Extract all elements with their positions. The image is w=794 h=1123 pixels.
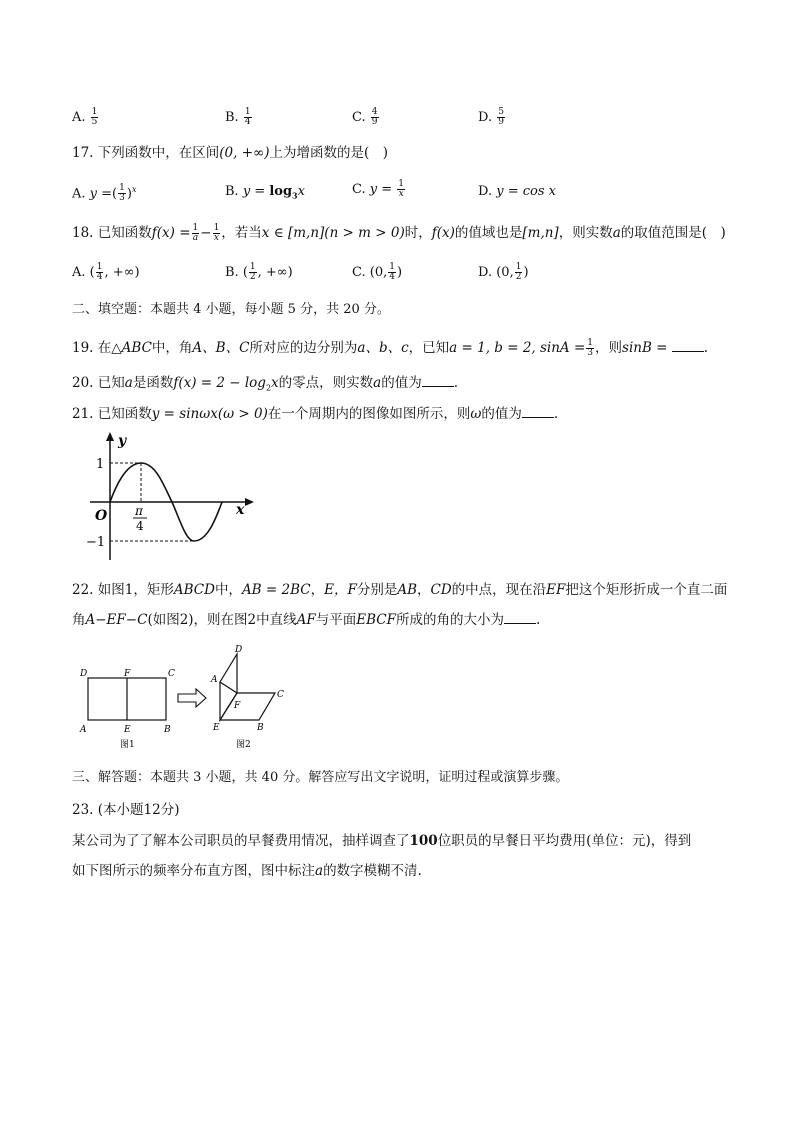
text: 与平面	[315, 612, 357, 628]
text: 21. 已知函数	[72, 406, 152, 422]
math: a	[373, 375, 382, 391]
denominator: 4	[244, 117, 251, 127]
math: △ABC	[111, 340, 152, 356]
math: f(x) =	[151, 225, 191, 241]
text: −	[200, 225, 212, 241]
denominator: 3	[119, 193, 125, 204]
text: (	[242, 265, 248, 280]
q17-option-d	[478, 182, 556, 202]
fraction	[192, 224, 200, 243]
option-label: D.	[478, 184, 493, 199]
numerator: 1	[587, 338, 594, 348]
label-d: D	[235, 645, 243, 655]
numerator: 1	[119, 183, 125, 194]
text: .	[536, 612, 541, 628]
math: y =	[89, 186, 113, 202]
q16-option-b	[225, 108, 253, 128]
text: 分别是	[356, 582, 398, 598]
text: )	[396, 265, 403, 280]
math: a	[612, 225, 621, 241]
math: E，F	[324, 582, 357, 598]
q16-option-d	[478, 108, 506, 128]
math: f(x) = 2 − log	[173, 375, 266, 391]
text: ，已知	[408, 340, 450, 356]
fraction	[96, 263, 104, 282]
text: 18. 已知函数	[72, 225, 152, 241]
label-f: F	[124, 669, 131, 679]
text: 的值为	[481, 406, 522, 422]
sine-graph	[80, 428, 260, 563]
denominator: 2	[515, 272, 522, 282]
math: y = cos x	[496, 184, 556, 199]
number: 100	[409, 833, 438, 849]
answer-blank[interactable]	[504, 611, 536, 624]
label-c: C	[277, 690, 284, 700]
subscript: 2	[265, 383, 272, 393]
q22-stem-line2	[72, 610, 540, 630]
q23-head: 23. (本小题12分)	[72, 802, 180, 818]
fraction	[586, 339, 594, 358]
option-label: C.	[352, 265, 366, 280]
q23-text-line1	[72, 831, 691, 851]
option-label: D.	[478, 265, 493, 280]
math: A、B、C	[192, 340, 250, 356]
fraction	[388, 263, 396, 282]
fraction	[249, 263, 257, 282]
math: AF	[296, 612, 316, 628]
option-label: B.	[225, 265, 239, 280]
fraction	[515, 263, 523, 282]
label-f: F	[234, 701, 241, 711]
denominator: 9	[371, 117, 378, 127]
math: ABCD	[173, 582, 215, 598]
tick-label-1: 1	[96, 457, 105, 472]
text: 把这个矩形折成一个直二面	[565, 582, 728, 598]
text: 的中点，现在沿	[451, 582, 547, 598]
text: ，	[417, 582, 431, 598]
math: y = sinωx(ω > 0)	[151, 406, 268, 422]
text: ，则实数	[558, 225, 613, 241]
numerator: 1	[398, 179, 405, 189]
option-label: A.	[72, 186, 86, 202]
denominator: 2	[249, 272, 256, 282]
math: [m,n]	[522, 225, 559, 241]
text: 中，	[214, 582, 242, 598]
text: ，则	[595, 340, 623, 356]
text: 在一个周期内的图像如图所示，则	[267, 406, 471, 422]
option-label: C.	[352, 110, 366, 125]
math: AB = 2BC	[241, 582, 311, 598]
text: (	[89, 265, 95, 280]
label-c: C	[168, 669, 175, 679]
fraction	[397, 180, 405, 199]
q19-stem	[72, 338, 708, 358]
section-2-title: 二、填空题：本题共 4 小题，每小题 5 分，共 20 分。	[72, 302, 390, 317]
label-e: E	[124, 725, 131, 735]
math: (0, +∞)	[219, 145, 270, 161]
subscript: 3	[292, 190, 298, 201]
answer-blank[interactable]	[422, 374, 454, 387]
q17-option-b	[225, 182, 305, 206]
numerator: 1	[192, 223, 199, 233]
math: a	[315, 863, 324, 879]
label-b: B	[164, 725, 171, 735]
text: 如下图所示的频率分布直方图，图中标注	[72, 863, 315, 879]
text: .	[453, 375, 459, 391]
q18-option-b	[225, 263, 293, 283]
q17-option-a: A. y =( $\frac{1}{3}$ )$^x$	[72, 183, 137, 204]
fraction	[371, 108, 379, 127]
q20-stem	[72, 373, 458, 399]
q21-stem	[72, 404, 558, 424]
text: , +∞)	[257, 265, 293, 280]
q18-option-d	[478, 263, 529, 283]
fraction	[497, 108, 505, 127]
text: 中，角	[151, 340, 193, 356]
option-label: A.	[72, 110, 86, 125]
math: A−EF−C	[85, 612, 148, 628]
text: 的值域也是	[454, 225, 523, 241]
numerator: 1	[96, 262, 103, 272]
pi-label: π	[135, 504, 143, 518]
q18-option-a	[72, 263, 140, 283]
text: ，若当	[221, 225, 262, 241]
option-label: C.	[352, 182, 366, 197]
plane-ebcf	[220, 693, 275, 720]
text: 的值为	[381, 375, 422, 391]
denominator: 4	[389, 272, 395, 282]
text: 的取值范围是( )	[620, 225, 726, 241]
math: y =	[369, 182, 393, 197]
numerator: 4	[371, 107, 378, 117]
text: 上为增函数的是( )	[269, 145, 389, 161]
y-axis-arrow	[106, 432, 114, 441]
numerator: 1	[515, 262, 522, 272]
text: .	[703, 340, 709, 356]
fraction	[118, 184, 126, 203]
math: x ∈ [m,n](n > m > 0)	[261, 225, 405, 241]
text: ，	[310, 582, 325, 598]
q16-option-c	[352, 108, 380, 128]
numerator: 5	[498, 107, 504, 117]
math: a	[124, 375, 133, 391]
denominator: x	[398, 189, 404, 199]
denominator: 9	[498, 117, 504, 127]
text: (0,	[496, 265, 514, 280]
math: x	[271, 375, 279, 391]
math: x	[297, 184, 305, 199]
math: EBCF	[356, 612, 397, 628]
text: 20. 已知	[72, 375, 125, 391]
segment-af	[220, 682, 237, 693]
math: AB	[397, 582, 417, 598]
text: 的数字模糊不清.	[323, 863, 422, 879]
fig1-caption: 图1	[120, 740, 135, 750]
text: 时，	[404, 225, 432, 241]
y-label: y	[118, 433, 127, 449]
q23-text-line2	[72, 861, 422, 881]
text: 是函数	[132, 375, 174, 391]
numerator: 1	[91, 107, 98, 117]
text: .	[553, 406, 559, 422]
text: 17. 下列函数中，在区间	[72, 145, 220, 161]
q17-option-c	[352, 180, 406, 200]
label-d: D	[80, 669, 88, 679]
text: 某公司为了了解本公司职员的早餐费用情况，抽样调查了	[72, 833, 410, 849]
q17-stem	[72, 143, 388, 163]
text: 22. 如图1，矩形	[72, 582, 174, 598]
x-label: x	[236, 502, 245, 518]
arrow-icon	[178, 689, 206, 707]
pi-denominator: 4	[136, 519, 144, 533]
fraction	[244, 108, 252, 127]
math: y =	[242, 184, 266, 199]
exponent: x	[131, 185, 137, 194]
label-a: A	[80, 725, 87, 735]
math: a、b、c	[357, 340, 409, 356]
math: CD	[430, 582, 452, 598]
text: 所成的角的大小为	[396, 612, 505, 628]
fold-figures	[74, 642, 304, 754]
numerator: 1	[213, 223, 220, 233]
fraction	[213, 224, 221, 243]
answer-blank[interactable]	[672, 339, 704, 352]
math: a = 1, b = 2, sinA =	[449, 340, 586, 356]
section-3-title: 三、解答题：本题共 3 小题，共 40 分。解答应写出文字说明，证明过程或演算步骤。	[72, 770, 569, 785]
q22-stem-line1	[72, 580, 727, 600]
q18-option-c	[352, 263, 402, 283]
fraction	[91, 108, 99, 127]
label-a: A	[211, 675, 218, 685]
option-label: A.	[72, 265, 86, 280]
origin-label: O	[95, 508, 108, 524]
text: (如图2)，则在图2中直线	[147, 612, 297, 628]
fig2-caption: 图2	[236, 740, 251, 750]
text: , +∞)	[104, 265, 140, 280]
text: 的零点，则实数	[278, 375, 374, 391]
option-label: B.	[225, 110, 239, 125]
text: 角	[72, 612, 86, 628]
math: ω	[470, 406, 482, 422]
text: 19. 在	[72, 340, 112, 356]
denominator: x	[213, 233, 219, 243]
option-label: D.	[478, 110, 493, 125]
denominator: 4	[96, 272, 103, 282]
tick-label-minus-1: −1	[86, 535, 106, 550]
text: )	[523, 265, 529, 280]
answer-blank[interactable]	[522, 405, 554, 418]
denominator: a	[192, 233, 199, 243]
math: f(x)	[431, 225, 455, 241]
numerator: 1	[249, 262, 256, 272]
denominator: 3	[587, 348, 594, 358]
q16-option-a	[72, 108, 99, 128]
text: 位职员的早餐日平均费用(单位：元)，得到	[437, 833, 692, 849]
label-b: B	[257, 723, 264, 733]
q18-stem	[72, 223, 726, 243]
math: sinB =	[622, 340, 668, 356]
numerator: 1	[389, 262, 395, 272]
math: EF	[546, 582, 566, 598]
text: (0,	[369, 265, 388, 280]
numerator: 1	[244, 107, 251, 117]
math: log	[269, 184, 293, 199]
label-e: E	[213, 723, 220, 733]
option-label: B.	[225, 184, 239, 199]
text: 所对应的边分别为	[249, 340, 358, 356]
x-axis-arrow	[245, 498, 254, 506]
denominator: 5	[91, 117, 98, 127]
